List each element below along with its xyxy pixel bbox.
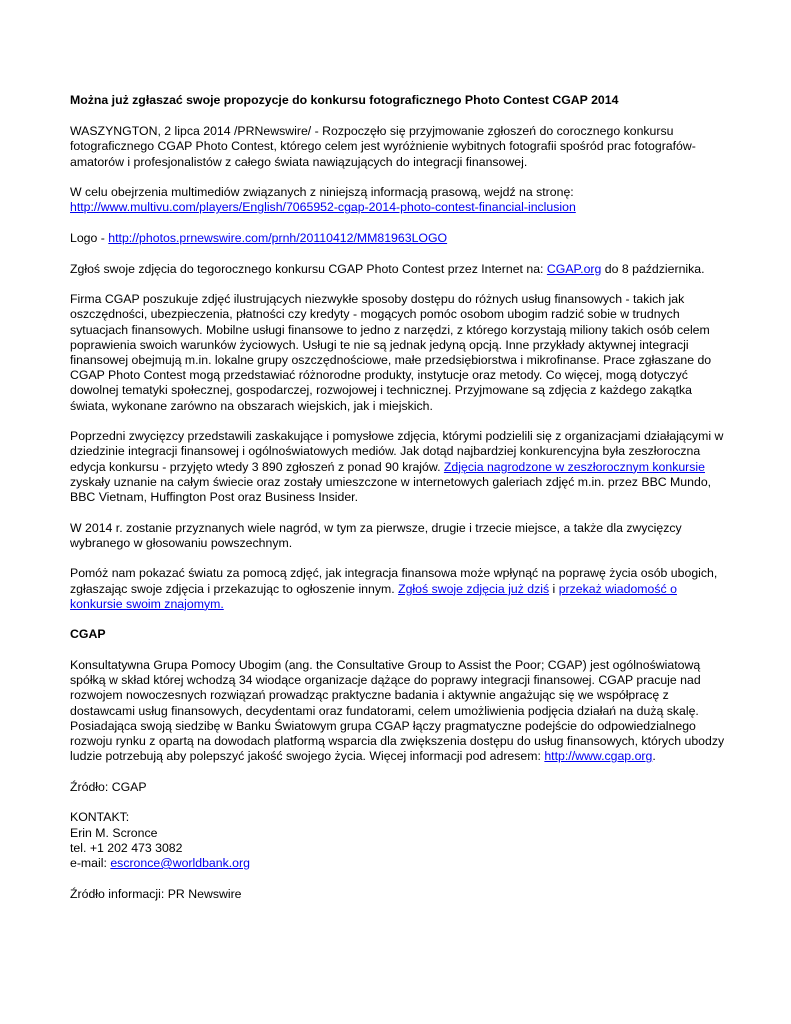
submit-photos-link[interactable]: Zgłoś swoje zdjęcia już dziś bbox=[398, 581, 550, 596]
share-news-link[interactable]: przekaż wiadomość o konkursie swoim znajomym. bbox=[70, 581, 677, 611]
multimedia-paragraph bbox=[70, 185, 730, 215]
cgap-text-end: . bbox=[652, 749, 656, 764]
cgap-org-link[interactable]: CGAP.org bbox=[546, 261, 602, 276]
winning-photos-link[interactable]: Zdjęcia nagrodzone w zeszłorocznym konkursie bbox=[443, 459, 705, 474]
help-conjunction: i bbox=[549, 581, 559, 596]
previous-winners-text: Poprzedni zwycięzcy przedstawili zaskakujące i pomysłowe zdjęcia, którymi podzielili się z organizacjami działającymi w dziedzinie integracji finansowej i ogólnoświatowych mediów. Jak dotąd najbardziej konkurencyjna była zeszłoroczna edycja konkursu - przyjęto wtedy 3 890 zgłoszeń z ponad 90 krajów. bbox=[70, 429, 724, 474]
submit-text: Zgłoś swoje zdjęcia do tegorocznego konkursu CGAP Photo Contest przez Internet na: bbox=[70, 261, 547, 276]
cgap-heading: CGAP bbox=[70, 627, 106, 642]
multimedia-text: W celu obejrzenia multimediów związanych z niniejszą informacją prasową, wejdź na stronę: bbox=[70, 185, 574, 200]
cgap-text: Konsultatywna Grupa Pomocy Ubogim (ang. the Consultative Group to Assist the Poor; CGAP) jest ogólnoświatową spółką w skład której wchodzą 34 wiodące organizacje dążące do poprawy integracji finansowej. CGAP pracuje nad rozwojem nowoczesnych rozwiązań prowadząc praktyczne badania i aktywnie angażując się we współpracę z dostawcami usług finansowych, decydentami oraz fundatorami, celem umożliwienia podjęcia działań na dużą skalę. Posiadająca swoją siedzibę w Banku Światowym grupa CGAP łączy pragmatyczne podejście do odpowiedzialnego rozwoju rynku z opartą na dowodach platformą wsparcia dla zwiększenia dostępu do usług finansowych, których ubodzy ludzie potrzebują aby polepszyć jakość swojego życia. Więcej informacji pod adresem: bbox=[70, 658, 725, 764]
contact-phone: tel. +1 202 473 3082 bbox=[70, 840, 183, 855]
cgap-paragraph bbox=[70, 658, 730, 764]
press-release bbox=[70, 93, 730, 917]
submit-paragraph bbox=[70, 262, 730, 277]
logo-label: Logo - bbox=[70, 231, 109, 245]
submit-deadline: do 8 października. bbox=[601, 261, 705, 276]
firm-paragraph: Firma CGAP poszukuje zdjęć ilustrujących niezwykłe sposoby dostępu do różnych usług finansowych - takich jak oszczędności, ubezpieczenia, płatności czy kredyty - mogących pomóc osobom ubogim radzić sobie w trudnych sytuacjach finansowych. Mobilne usługi finansowe to jedno z narzędzi, z którego korzystają miliony takich osób celem poprawienia swoich warunków życiowych. Usługi te nie są jednak jedyną opcją. Inne przykłady aktywnej integracji finansowej obejmują m.in. lokalne grupy oszczędnościowe, małe przedsiębiorstwa i mikrofinanse. Prace zgłaszane do CGAP Photo Contest mogą przedstawiać różnorodne produkty, instytucje oraz metody. Co więcej, mogą dotyczyć dowolnej tematyki społecznej, gospodarczej, rozwojowej i technicznej. Przyjmowane są zdjęcia z każdego zakątka świata, wykonane zarówno na obszarach wiejskich, jak i miejskich. bbox=[70, 292, 712, 413]
logo-link[interactable]: http://photos.prnewswire.com/prnh/20110412/MM81963LOGO bbox=[108, 231, 448, 245]
contact-email-link[interactable]: escronce@worldbank.org bbox=[110, 856, 250, 871]
info-source-line: Źródło informacji: PR Newswire bbox=[70, 886, 242, 901]
previous-winners-text-end: zyskały uznanie na całym świecie oraz zostały umieszczone w internetowych galeriach zdjęć m.in. przez BBC Mundo, BBC Vietnam, Huffington Post oraz Business Insider. bbox=[70, 474, 712, 505]
multimedia-link[interactable]: http://www.multivu.com/players/English/7065952-cgap-2014-photo-contest-financial-inclusion bbox=[70, 200, 576, 215]
intro-paragraph: WASZYNGTON, 2 lipca 2014 /PRNewswire/ - Rozpoczęło się przyjmowanie zgłoszeń do corocznego konkursu fotograficznego CGAP Photo Contest, którego celem jest wyróżnienie wybitnych fotografii spośród prac fotografów-amatorów i profesjonalistów z całego świata nawiązujących do integracji finansowej. bbox=[70, 124, 696, 169]
previous-winners-paragraph bbox=[70, 429, 730, 505]
contact-name: Erin M. Scronce bbox=[70, 825, 158, 840]
contact-block bbox=[70, 810, 730, 871]
cgap-website-link[interactable]: http://www.cgap.org bbox=[544, 749, 653, 764]
help-text: Pomóż nam pokazać światu za pomocą zdjęć, jak integracja finansowa może wpłynąć na poprawę życia osób ubogich, zgłaszając swoje zdjęcia i przekazując to ogłoszenie innym. bbox=[70, 566, 718, 596]
page-title: Można już zgłaszać swoje propozycje do konkursu fotograficznego Photo Contest CGAP 2014 bbox=[70, 93, 619, 107]
awards-paragraph: W 2014 r. zostanie przyznanych wiele nagród, w tym za pierwsze, drugie i trzecie miejsce, a także dla zwycięzcy wybranego w głosowaniu powszechnym. bbox=[70, 520, 682, 550]
contact-email-label: e-mail: bbox=[70, 856, 111, 871]
contact-label: KONTAKT: bbox=[70, 810, 130, 825]
source-line: Źródło: CGAP bbox=[70, 779, 147, 794]
logo-paragraph bbox=[70, 231, 730, 246]
help-paragraph bbox=[70, 566, 730, 612]
